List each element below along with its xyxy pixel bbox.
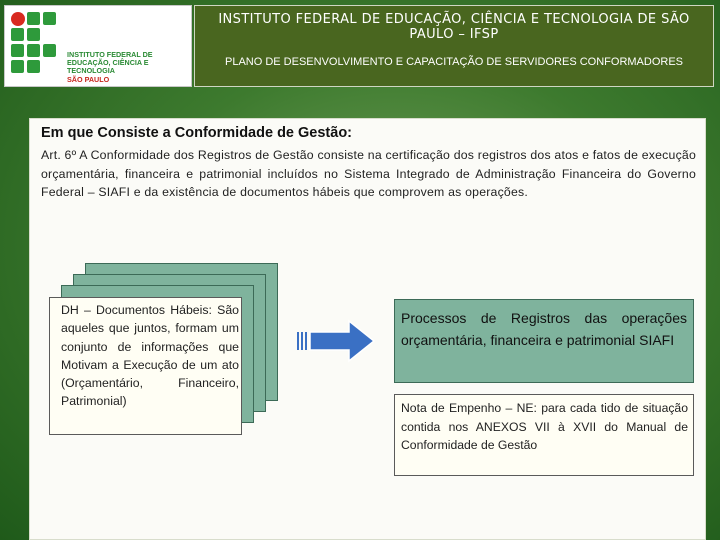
ifsp-logo (4, 5, 192, 87)
processos-registros-box (394, 299, 694, 383)
dh-document-card (49, 297, 242, 435)
logo-line-1: INSTITUTO FEDERAL DE (67, 50, 153, 59)
nota-empenho-box (394, 394, 694, 476)
dh-description: DH – Documentos Hábeis: São aqueles que juntos, formam um conjunto de informações que Motivam a Execução de um ato (Orçamentário, Financeiro, Patrimonial) (61, 303, 239, 409)
institution-title: INSTITUTO FEDERAL DE EDUCAÇÃO, CIÊNCIA E TECNOLOGIA DE SÃO PAULO – IFSP (218, 12, 690, 42)
content-panel (29, 118, 706, 540)
article-paragraph: Art. 6º A Conformidade dos Registros de Gestão consiste na certificação dos registros dos atos e fatos de execução orçamentária, financeira e patrimonial incluídos no Sistema Integrado de Administração Financeira do Governo Federal – SIAFI e da existência de documentos hábeis que comprovem as operações. (41, 148, 696, 199)
nota-empenho-description: Nota de Empenho – NE: para cada tido de situação contida nos ANEXOS VII à XVII do Manual de Conformidade de Gestão (401, 401, 688, 452)
processos-description: Processos de Registros das operações orçamentária, financeira e patrimonial SIAFI (401, 310, 687, 348)
logo-line-2: EDUCAÇÃO, CIÊNCIA E TECNOLOGIA (67, 58, 149, 76)
right-arrow-icon (297, 318, 377, 364)
logo-red-dot (11, 12, 25, 26)
section-heading: Em que Consiste a Conformidade de Gestão: (41, 125, 352, 141)
logo-text (67, 51, 191, 84)
header-title-box (194, 5, 714, 87)
plan-subtitle: PLANO DE DESENVOLVIMENTO E CAPACITAÇÃO DE SERVIDORES CONFORMADORES (224, 56, 683, 68)
logo-line-3: SÃO PAULO (67, 74, 110, 84)
